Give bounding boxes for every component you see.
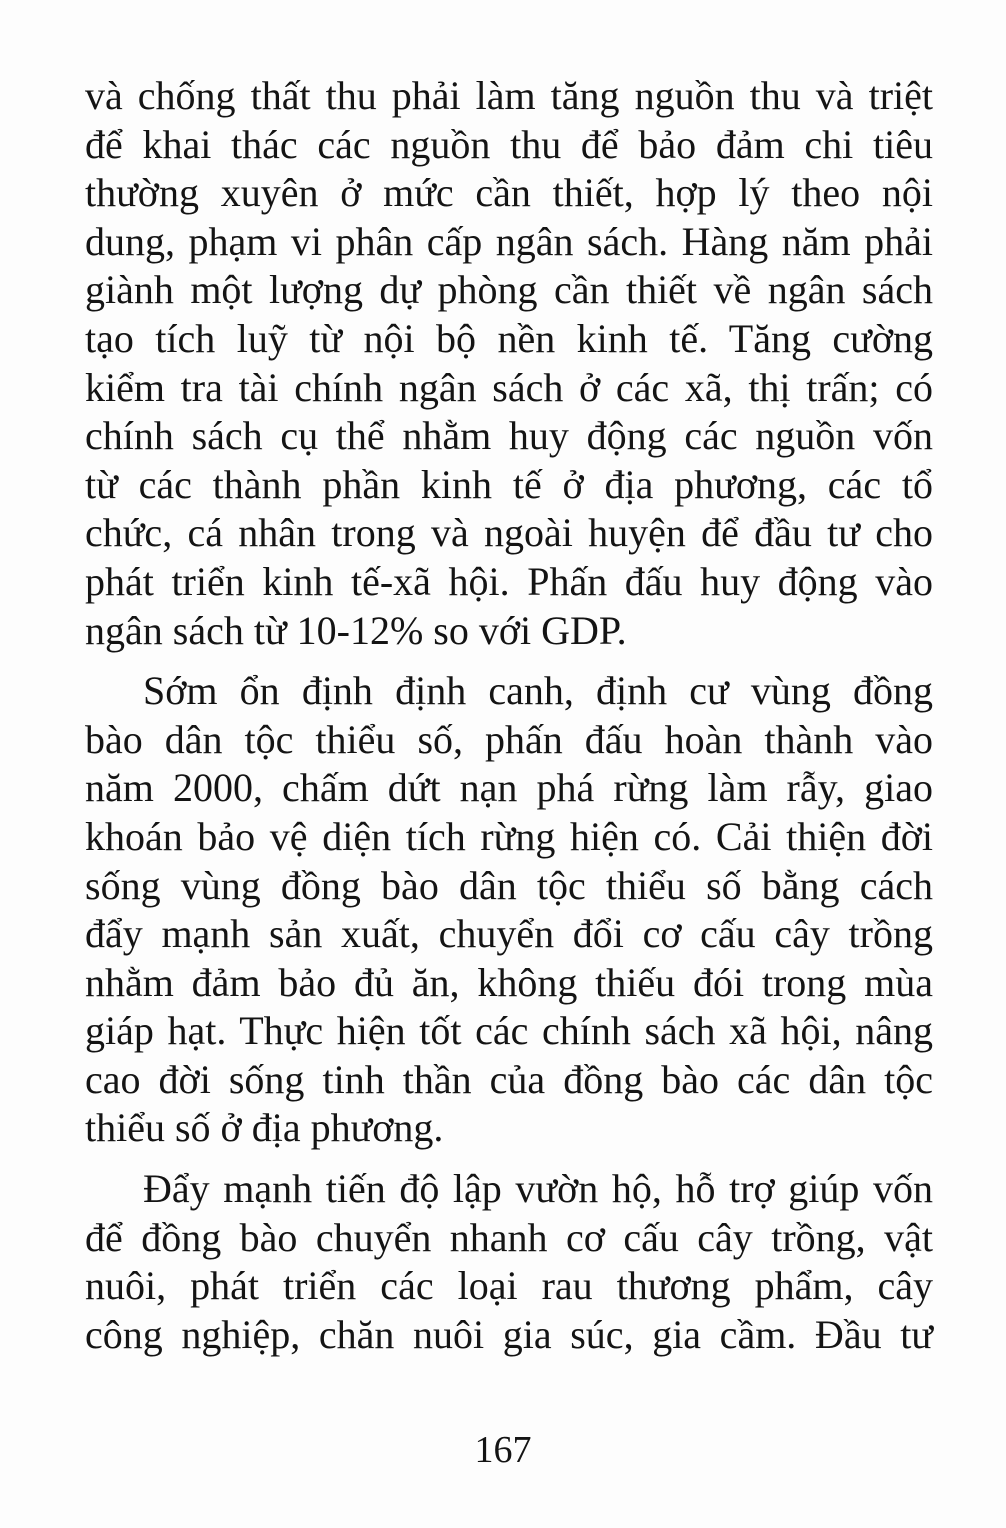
paragraph-2 [85, 667, 933, 1153]
text-line: để khai thác các nguồn thu để bảo đảm chi tiêu [85, 121, 933, 167]
text-line: để đồng bào chuyển nhanh cơ cấu cây trồng, vật [85, 1214, 933, 1260]
text-line: thường xuyên ở mức cần thiết, hợp lý theo nội [85, 170, 933, 216]
body-text [85, 72, 933, 1359]
text-line: đẩy mạnh sản xuất, chuyển đổi cơ cấu cây trồng [85, 911, 933, 957]
text-line: bào dân tộc thiểu số, phấn đấu hoàn thành vào [85, 716, 933, 762]
text-line: khoán bảo vệ diện tích rừng hiện có. Cải thiện đời [85, 813, 933, 859]
text-line: dung, phạm vi phân cấp ngân sách. Hàng năm phải [85, 218, 933, 264]
text-line: chức, cá nhân trong và ngoài huyện để đầu tư cho [85, 510, 933, 556]
text-line: và chống thất thu phải làm tăng nguồn thu và triệt [85, 73, 933, 118]
text-line: Sớm ổn định định canh, định cư vùng đồng [143, 668, 933, 714]
paragraph-1 [85, 72, 933, 655]
text-line: sống vùng đồng bào dân tộc thiểu số bằng cách [85, 862, 933, 908]
text-line: nhằm đảm bảo đủ ăn, không thiếu đói trong mùa [85, 959, 933, 1005]
text-line: cao đời sống tinh thần của đồng bào các dân tộc [85, 1056, 933, 1102]
text-line: giáp hạt. Thực hiện tốt các chính sách xã hội, nâng [85, 1008, 933, 1054]
page-number: 167 [474, 1429, 532, 1471]
text-line: thiểu số ở địa phương. [85, 1105, 444, 1151]
text-line: năm 2000, chấm dứt nạn phá rừng làm rẫy, giao [85, 765, 933, 811]
text-line: ngân sách từ 10-12% so với GDP. [85, 607, 627, 653]
text-line: giành một lượng dự phòng cần thiết về ngân sách [85, 267, 933, 313]
text-line: công nghiệp, chăn nuôi gia súc, gia cầm. Đầu tư [85, 1311, 933, 1357]
text-line: chính sách cụ thể nhằm huy động các nguồn vốn [85, 413, 933, 459]
text-line: từ các thành phần kinh tế ở địa phương, các tổ [85, 461, 933, 507]
paragraph-3 [85, 1165, 933, 1359]
text-line: Đẩy mạnh tiến độ lập vườn hộ, hỗ trợ giúp vốn [143, 1166, 933, 1212]
text-line: nuôi, phát triển các loại rau thương phẩm, cây [85, 1263, 933, 1309]
text-line: phát triển kinh tế-xã hội. Phấn đấu huy động vào [85, 558, 933, 604]
text-line: kiểm tra tài chính ngân sách ở các xã, thị trấn; có [85, 364, 933, 410]
text-line: tạo tích luỹ từ nội bộ nền kinh tế. Tăng cường [85, 315, 933, 361]
